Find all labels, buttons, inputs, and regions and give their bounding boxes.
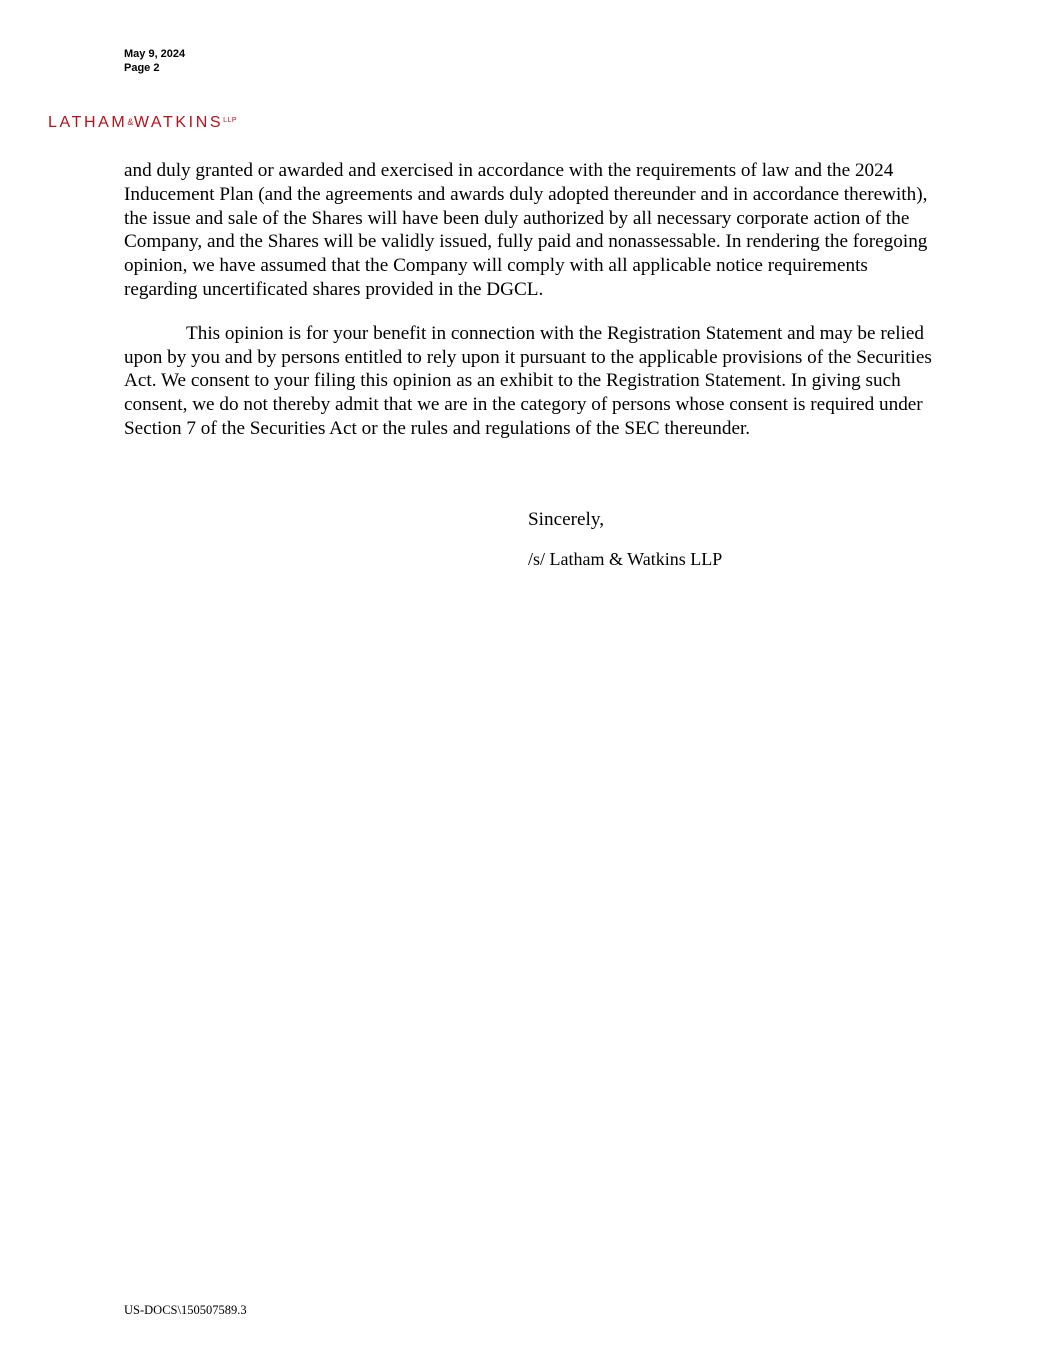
body-paragraph-2: This opinion is for your benefit in connection with the Registration Statement and may be relied upon by you and by persons entitled to rely upon it pursuant to the applicable provisions of the Securities Act. We consent to your filing this opinion as an exhibit to the Registration Statement. In giving such consent, we do not thereby admit that we are in the category of persons whose consent is required under Section 7 of the Securities Act or the rules and regulations of the SEC thereunder. xyxy=(124,322,932,439)
letter-body xyxy=(124,159,939,441)
body-paragraph-1: and duly granted or awarded and exercised in accordance with the requirements of law and the 2024 Inducement Plan (and the agreements and awards duly adopted thereunder and in accordance therewith), the issue and sale of the Shares will have been duly authorized by all necessary corporate action of the Company, and the Shares will be validly issued, fully paid and nonassessable. In rendering the foregoing opinion, we have assumed that the Company will comply with all applicable notice requirements regarding uncertificated shares provided in the DGCL. xyxy=(124,160,928,300)
logo-llp: LLP xyxy=(223,117,238,124)
signature: /s/ Latham & Watkins LLP xyxy=(528,549,723,569)
firm-logo xyxy=(48,111,237,133)
document-id-footer: US-DOCS\150507589.3 xyxy=(124,1303,247,1317)
salutation: Sincerely, xyxy=(528,509,605,530)
logo-ampersand: & xyxy=(127,117,134,127)
page-number: Page 2 xyxy=(124,62,160,74)
letter-date: May 9, 2024 xyxy=(124,48,186,60)
letter-header-meta xyxy=(124,47,185,75)
logo-text-watkins: WATKINS xyxy=(133,114,224,131)
logo-text-latham: LATHAM xyxy=(48,114,128,131)
